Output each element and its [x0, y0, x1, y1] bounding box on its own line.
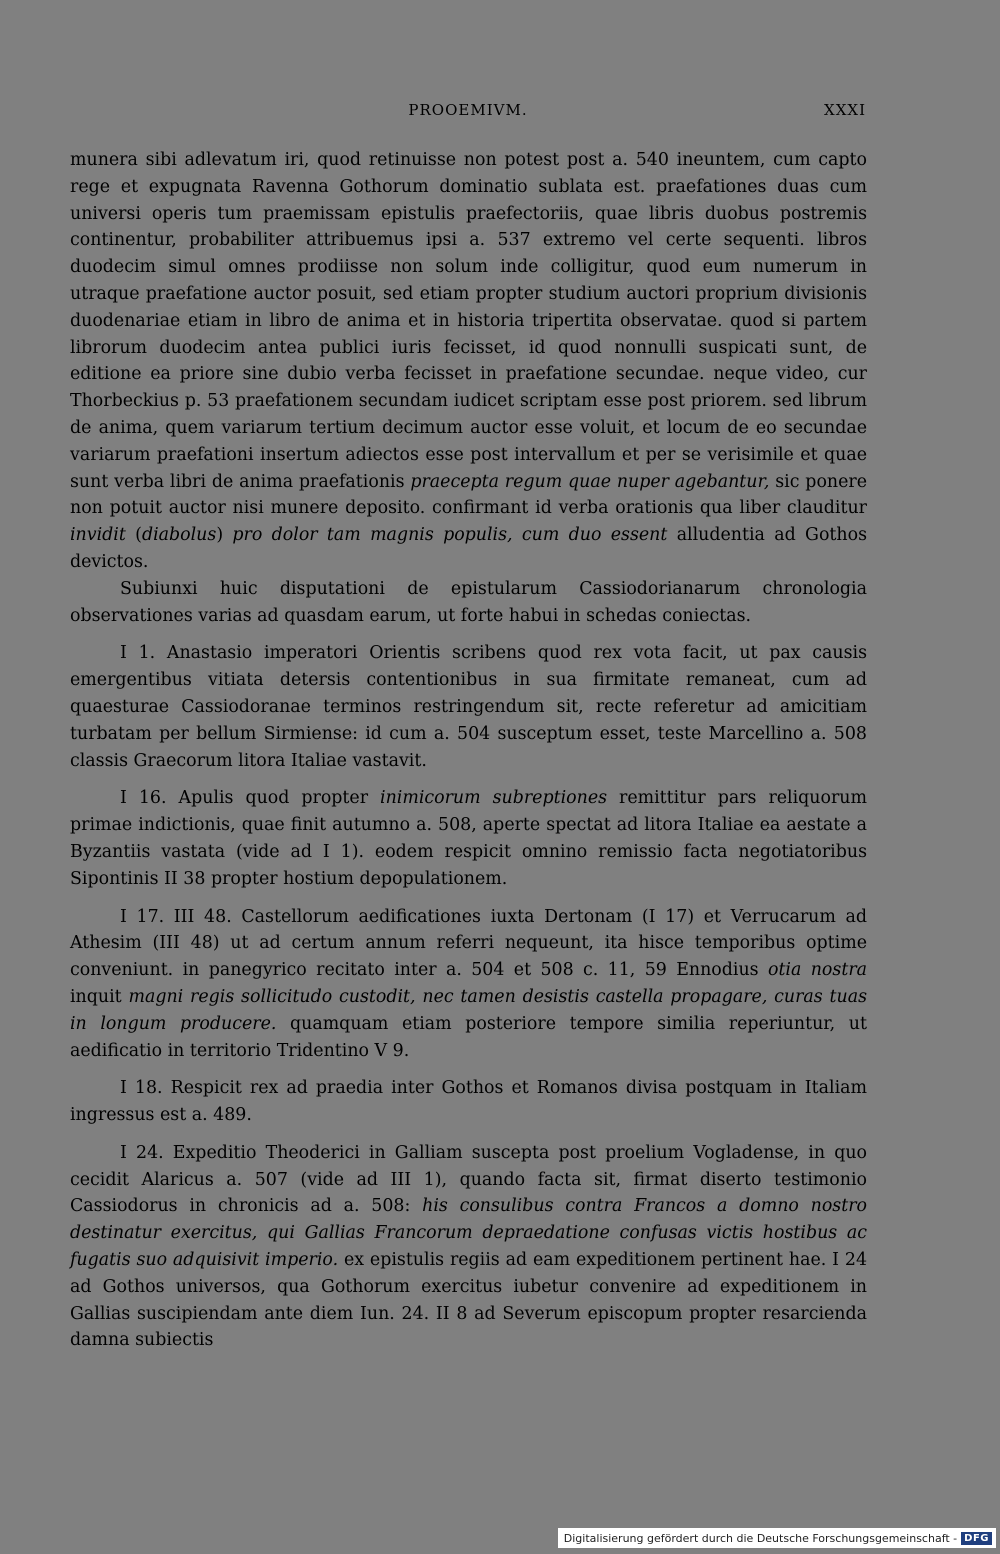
- italic-quotation: magni regis sollicitudo custodit, nec tamen desistis castella propagare, curas tuas in longum producere.: [70, 986, 867, 1034]
- italic-quotation: inimicorum subreptiones: [380, 788, 608, 809]
- italic-quotation: otia nostra: [767, 960, 867, 981]
- text-run: ): [216, 525, 233, 546]
- page-header: [70, 101, 866, 125]
- credit-text: Digitalisierung gefördert durch die Deutsche Forschungsgemeinschaft -: [563, 1531, 958, 1545]
- text-run: I 16. Apulis quod propter: [120, 788, 381, 809]
- italic-quotation: praecepta regum quae nuper agebantur,: [410, 471, 770, 492]
- text-run: ex epistulis regiis ad eam expeditionem pertinent hae. I 24 ad Gothos universos, qua Gothorum exercitus iubetur convenire ad expeditionem in Gallias suscipiendam ante diem Iun. 24. II 8 ad Severum episcopum propter resarcienda damna subiectis: [70, 1250, 868, 1351]
- paragraph-2: [70, 576, 867, 630]
- italic-quotation: pro dolor tam magnis populis, cum duo essent: [232, 525, 668, 546]
- italic-quotation: invidit: [70, 525, 126, 546]
- text-run: I 17. III 48. Castellorum aedificationes iuxta Dertonam (I 17) et Verrucarum ad Athesim (III 48) ut ad certum annum referri nequeunt, ita hisce temporibus optime conveniunt. in panegyrico recitato inter a. 504 et 508 c. 11, 59 Ennodius: [70, 906, 867, 981]
- text-run: sic ponere non potuit auctor nisi munere deposito. confirmant id verba orationis qua liber clauditur: [70, 471, 868, 519]
- text-run: I 1. Anastasio imperatori Orientis scribens quod rex vota facit, ut pax causis emergentibus vitiata detersis contentionibus in sua firmitate remaneat, cum ad quaesturae Cassiodoranae terminos restringendum sit, recte referetur ad amicitiam turbatam per bellum Sirmiense: id cum a. 504 susceptum esset, teste Marcellino a. 508 classis Graecorum litora Italiae vastavit.: [70, 643, 867, 771]
- text-run: Subiunxi huic disputationi de epistularum Cassiodorianarum chronologia observationes varias ad quasdam earum, ut forte habui in schedas coniectas.: [70, 578, 867, 626]
- paragraph-5: [70, 904, 867, 1065]
- paragraph-1: [70, 147, 867, 576]
- body-text: [70, 147, 867, 1354]
- running-title: PROOEMIVM.: [408, 101, 528, 119]
- text-run: I 24. Expeditio Theoderici in Galliam suscepta post proelium Vogladense, in quo cecidit Alaricus a. 507 (vide ad III 1), quando facta sit, firmat diserto testimonio Cassiodorus in chronicis ad a. 508:: [70, 1142, 867, 1217]
- italic-quotation: diabolus: [141, 525, 217, 546]
- dfg-logo: DFG: [961, 1532, 992, 1545]
- paragraph-7: [70, 1140, 867, 1354]
- page-number: XXXI: [824, 101, 866, 119]
- text-run: remittitur pars reliquorum primae indictionis, quae finit autumno a. 508, aperte spectat ad litora Italiae ea aestate a Byzantiis vastata (vide ad I 1). eodem respicit omnino remissio facta negotiatoribus Sipontinis II 38 propter hostium depopulationem.: [70, 788, 867, 889]
- text-run: munera sibi adlevatum iri, quod retinuisse non potest post a. 540 ineuntem, cum capto rege et expugnata Ravenna Gothorum dominatio sublata est. praefationes duas cum universi operis tum praemissam epistulis praefectoriis, quae libris duobus postremis continentur, probabiliter attribuemus ipsi a. 537 extremo vel certe sequenti. libros duodecim simul omnes prodiisse non solum inde colligitur, quod eum numerum in utraque praefatione auctor posuit, sed etiam propter studium auctori proprium divisionis duodenariae etiam in libro de anima et in historia tripertita observatae. quod si partem librorum duodecim antea publici iuris fecisset, id quod nonnulli suspicati sunt, de editione ea priore sine dubio verba fecisset in praefatione secundae. neque video, cur Thorbeckius p. 53 praefationem secundam iudicet scriptam esse post priorem. sed librum de anima, quem variarum tertium decimum auctor esse voluit, et locum de eo secundae variarum praefationi insertum adiectos esse post intervallum et per se verisimile et quae sunt verba libri de anima praefationis: [70, 150, 867, 492]
- text-run: inquit: [70, 986, 129, 1007]
- text-run: (: [125, 525, 142, 546]
- text-run: quamquam etiam posteriore tempore similia reperiuntur, ut aedificatio in territorio Tridentino V 9.: [70, 1013, 867, 1061]
- paragraph-6: [70, 1075, 867, 1129]
- paragraph-3: [70, 640, 867, 774]
- digitization-credit: [558, 1528, 996, 1548]
- text-run: I 18. Respicit rex ad praedia inter Gothos et Romanos divisa postquam in Italiam ingressus est a. 489.: [70, 1078, 867, 1126]
- italic-quotation: his consulibus contra Francos a domno nostro destinatur exercitus, qui Gallias Francorum depraedatione confusas victis hostibus ac fugatis suo adquisivit imperio.: [70, 1196, 867, 1271]
- paragraph-4: [70, 785, 867, 892]
- text-run: alludentia ad Gothos devictos.: [70, 525, 867, 572]
